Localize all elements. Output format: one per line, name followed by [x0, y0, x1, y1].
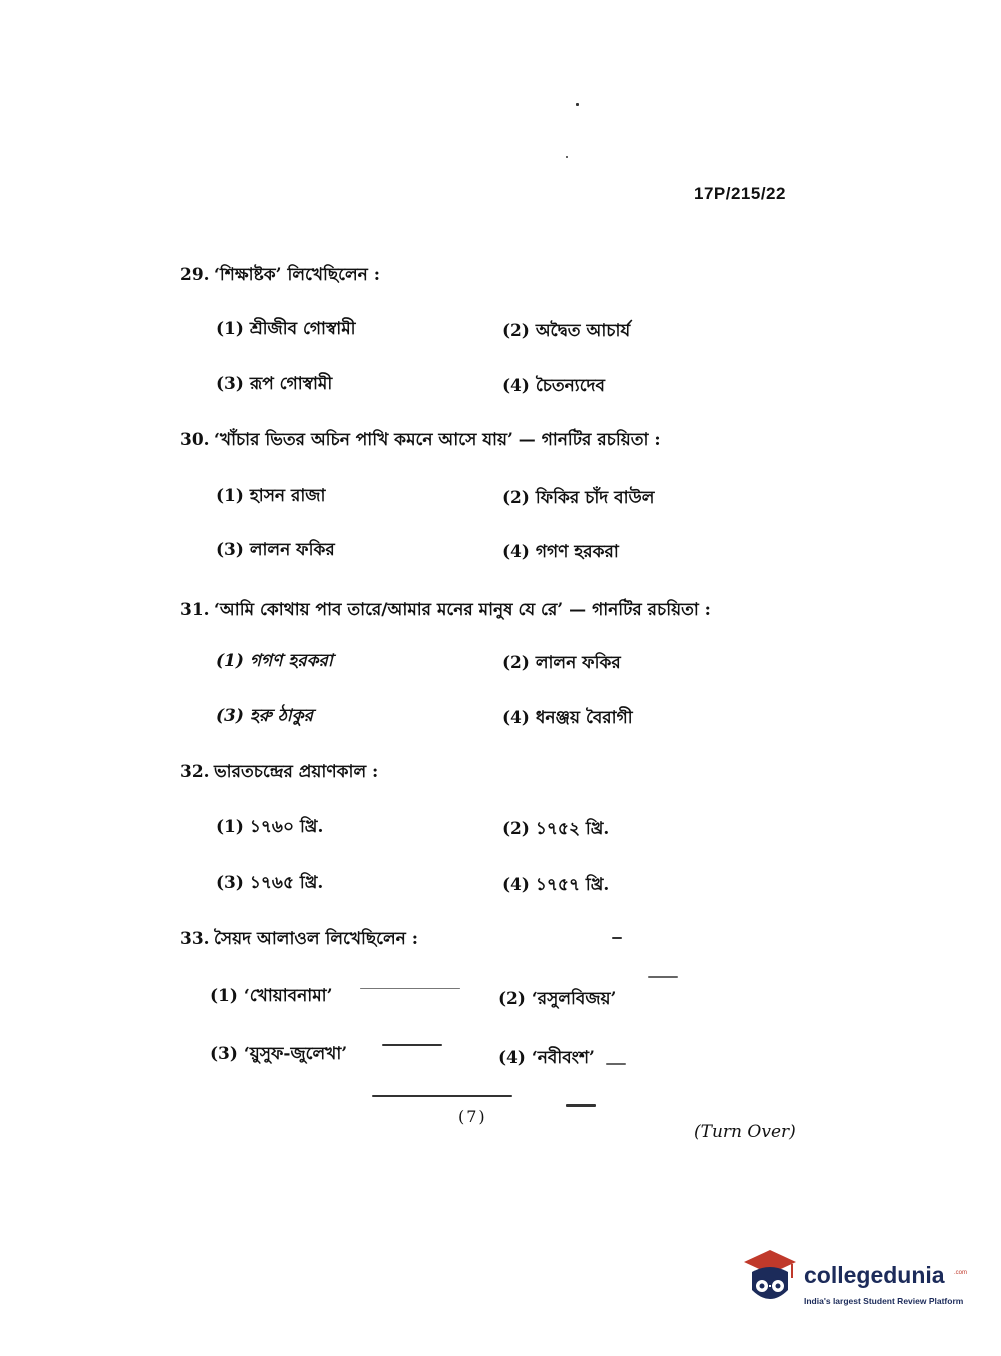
- question-number: 33.: [180, 929, 210, 949]
- question-number: 32.: [180, 762, 210, 782]
- scan-mark: [648, 976, 678, 978]
- page-number: (7): [458, 1107, 487, 1126]
- logo-mascot-icon: [742, 1248, 798, 1314]
- option-4: (4) গগণ হরকরা: [502, 542, 619, 562]
- option-4: (4) ধনঞ্জয় বৈরাগী: [502, 708, 633, 728]
- option-2: (2) ১৭৫২ খ্রি.: [502, 819, 610, 839]
- logo-name: collegedunia: [804, 1262, 945, 1288]
- option-4: (4) ‘নবীবংশ’: [498, 1048, 595, 1068]
- scan-mark: [372, 1095, 512, 1097]
- scan-mark: [566, 1104, 596, 1107]
- option-1: (1) ১৭৬০ খ্রি.: [216, 817, 324, 837]
- option-3: (3) হরু ঠাকুর: [216, 706, 313, 726]
- question-text: ‘আমি কোথায় পাব তারে/আমার মনের মানুষ যে রে’ — গানটির রচয়িতা :: [214, 600, 711, 620]
- question-number: 30.: [180, 430, 210, 450]
- scan-mark: [606, 1063, 626, 1065]
- option-1: (1) শ্রীজীব গোস্বামী: [216, 319, 356, 339]
- scan-mark: [566, 156, 568, 158]
- question-text: ভারতচন্দ্রের প্রয়াণকাল :: [214, 762, 379, 782]
- logo-com: .com: [954, 1270, 968, 1276]
- option-3: (3) ১৭৬৫ খ্রি.: [216, 873, 324, 893]
- option-2: (2) লালন ফকির: [502, 653, 621, 673]
- scan-mark: [382, 1044, 442, 1046]
- scan-mark: [612, 937, 622, 939]
- option-1: (1) ‘খোয়াবনামা’: [210, 986, 333, 1006]
- option-2: (2) ফিকির চাঁদ বাউল: [502, 488, 655, 508]
- option-1: (1) হাসন রাজা: [216, 486, 326, 506]
- option-1: (1) গগণ হরকরা: [216, 651, 333, 671]
- scan-mark: [576, 103, 579, 106]
- page-code: 17P/215/22: [694, 184, 786, 203]
- question-number: 29.: [180, 265, 210, 285]
- logo-tagline: India's largest Student Review Platform: [804, 1296, 964, 1306]
- option-2: (2) ‘রসুলবিজয়’: [498, 989, 617, 1009]
- option-4: (4) ১৭৫৭ খ্রি.: [502, 875, 610, 895]
- option-2: (2) অদ্বৈত আচার্য: [502, 321, 631, 341]
- option-3: (3) লালন ফকির: [216, 540, 335, 560]
- collegedunia-logo: [742, 1248, 972, 1318]
- question-number: 31.: [180, 600, 210, 620]
- question-text: সৈয়দ আলাওল লিখেছিলেন :: [214, 929, 419, 949]
- question-text: ‘খাঁচার ভিতর অচিন পাখি কমনে আসে যায়’ — গানটির রচয়িতা :: [214, 430, 661, 450]
- turn-over-note: (Turn Over): [694, 1122, 796, 1142]
- scan-mark: [360, 988, 460, 989]
- option-3: (3) রূপ গোস্বামী: [216, 374, 333, 394]
- question-text: ‘শিক্ষাষ্টক’ লিখেছিলেন :: [214, 265, 380, 285]
- option-3: (3) ‘য়ুসুফ-জুলেখা’: [210, 1044, 348, 1064]
- option-4: (4) চৈতন্যদেব: [502, 376, 605, 396]
